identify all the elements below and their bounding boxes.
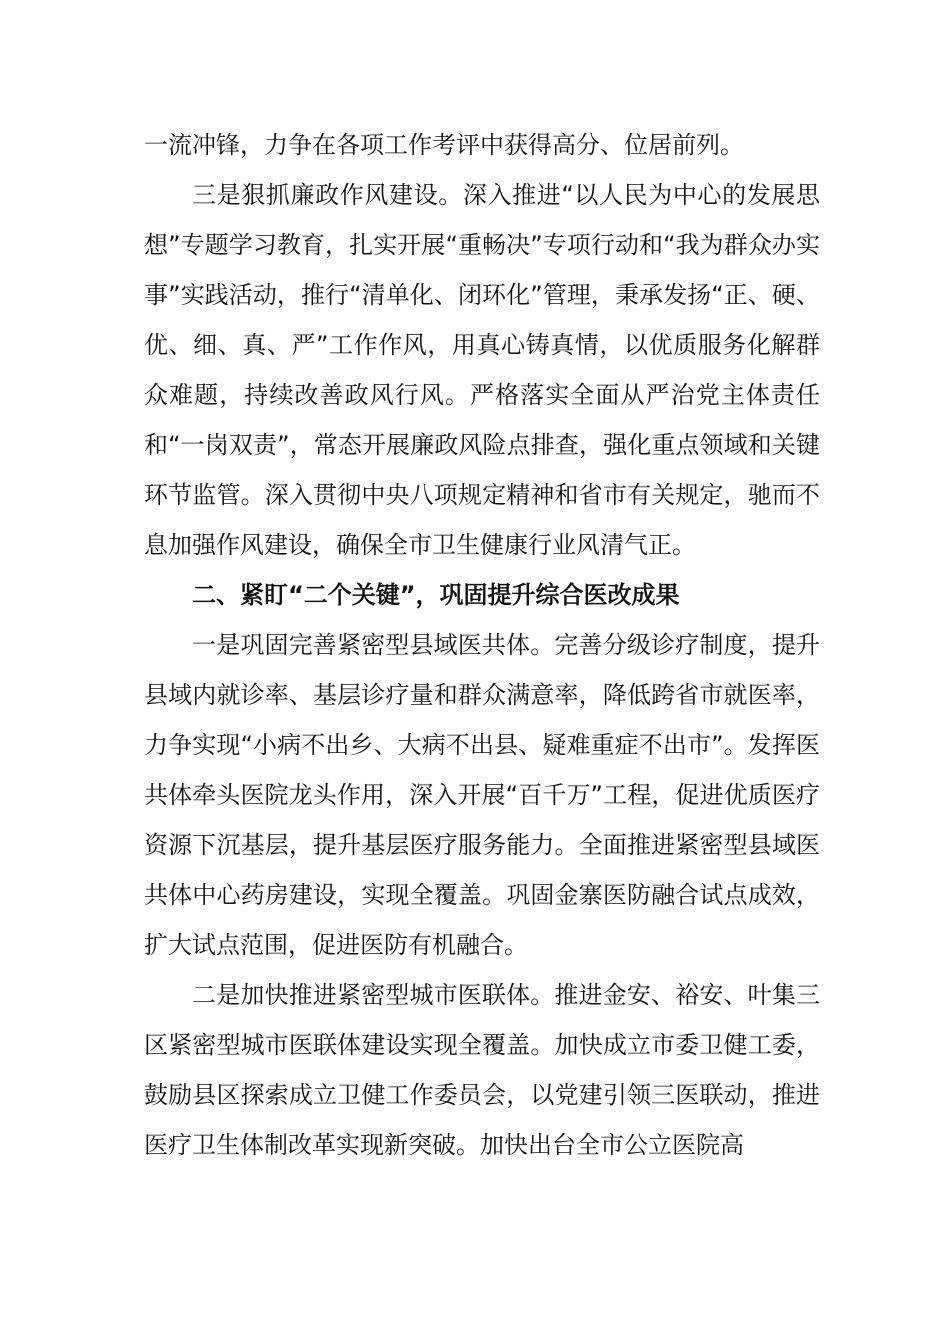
section-heading-two: 二、紧盯“二个关键”，巩固提升综合医改成果 bbox=[192, 581, 680, 609]
paragraph-county-medical-community: 一是巩固完善紧密型县域医共体。完善分级诊疗制度，提升县域内就诊率、基层诊疗量和群众满意率，降低跨省市就医率，力争实现“小病不出乡、大病不出县、疑难重症不出市”。发挥医共体牵头医院龙头作用，深入开展“百千万”工程，促进优质医疗资源下沉基层，提升基层医疗服务能力。全面推进紧密型县域医共体中心药房建设，实现全覆盖。巩固金寨医防融合试点成效，扩大试点范围，促进医防有机融合。 bbox=[144, 631, 820, 959]
paragraph-city-medical-alliance: 二是加快推进紧密型城市医联体。推进金安、裕安、叶集三区紧密型城市医联体建设实现全覆盖。加快成立市委卫健工委，鼓励县区探索成立卫健工作委员会，以党建引领三医联动，推进医疗卫生体制改革实现新突破。加快出台全市公立医院高 bbox=[144, 981, 820, 1159]
document-body bbox=[144, 120, 820, 1170]
paragraph-continuation: 一流冲锋，力争在各项工作考评中获得高分、位居前列。 bbox=[144, 131, 744, 159]
paragraph-integrity-style: 三是狠抓廉政作风建设。深入推进“以人民为中心的发展思想”专题学习教育，扎实开展“重畅决”专项行动和“我为群众办实事”实践活动，推行“清单化、闭环化”管理，秉承发扬“正、硬、优、细、真、严”工作作风，用真心铸真情，以优质服务化解群众难题，持续改善政风行风。严格落实全面从严治党主体责任和“一岗双责”，常态开展廉政风险点排查，强化重点领域和关键环节监管。深入贯彻中央八项规定精神和省市有关规定，驰而不息加强作风建设，确保全市卫生健康行业风清气正。 bbox=[144, 181, 820, 559]
